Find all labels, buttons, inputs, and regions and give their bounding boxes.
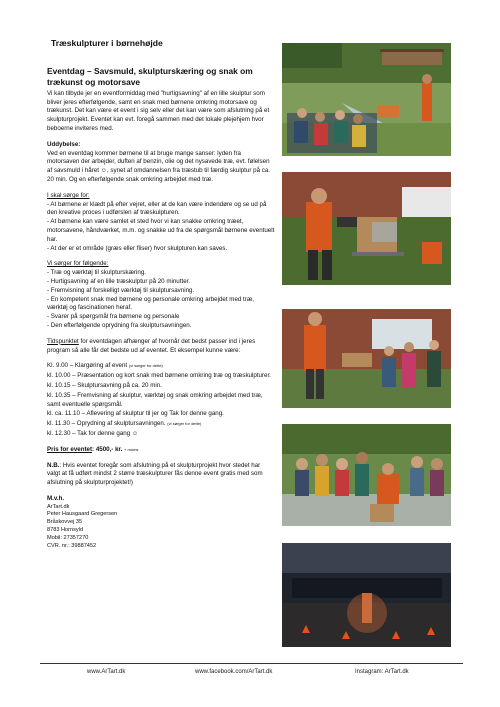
vi-sorger-label: Vi sørger for følgende: <box>47 260 109 268</box>
schedule-note: (vi sørger for dette) <box>167 421 202 427</box>
list-item: - En kompetent snak med børnene og personale omkring arbejdet med træ, værktøj og fascinationen heraf. <box>47 295 255 312</box>
nb-label: N.B. <box>47 461 60 469</box>
tidspunkt-paragraph <box>47 338 275 356</box>
skal-sorge-section <box>47 192 275 254</box>
event-heading: Eventdag – Savsmuld, skulpturskæring og snak om trækunst og motorsave <box>47 66 253 87</box>
photo-children-watching <box>282 424 451 526</box>
photo-chainsaw-carver <box>282 172 451 285</box>
signoff-block <box>47 495 275 551</box>
photo-evening-event <box>282 543 451 647</box>
text-column <box>47 66 275 551</box>
list-item: - At der er et område (græs eller fliser) hvor skulpturen kan saves. <box>47 244 228 252</box>
skal-sorge-label: I skal sørge for: <box>47 191 90 199</box>
signoff-line: Peter Hausgaard Gregersen <box>47 511 118 518</box>
schedule-item: kl. 10.15 – Skulptursavning på ca. 20 min. <box>47 381 162 389</box>
uddybelse-label: Uddybelse: <box>47 140 81 148</box>
footer-instagram-link[interactable]: Instagram: ArTart.dk <box>355 669 409 675</box>
list-item: - Træ og værktøj til skulpturskæring. <box>47 269 147 277</box>
schedule-item: kl. 12.30 – Tak for denne gang ☺ <box>47 429 139 437</box>
schedule-item: kl. ca. 11.10 – Aflevering af skulptur til jer og Tak for denne gang. <box>47 410 224 418</box>
price-note: + moms <box>124 446 139 452</box>
photo-school-yard <box>282 309 451 408</box>
list-item: - Fremvisning af forskelligt værktøj til skulptursavning. <box>47 286 195 294</box>
footer-website-link[interactable]: www.ArTart.dk <box>87 669 126 675</box>
schedule-text: Kl. 9.00 – Klargøring af event <box>47 362 128 370</box>
signoff-line: Bråskovvej 35 <box>47 519 83 526</box>
signoff-line: 8783 Hornsyld <box>47 527 84 534</box>
schedule-item: kl. 10.35 – Fremvisning af skulptur, værktøj og snak omkring arbejdet med træ, samt eventuelle spørgsmål. <box>47 391 263 408</box>
signoff-line: Mobil: 27357270 <box>47 534 89 541</box>
nb-text: : Hvis eventet foregår som afslutning på et skulpturprojekt hvor stedet har valgt at få udført mindst 2 større træskulpturer fås denne event gratis med som afslutning på skulpturprojektet!) <box>47 461 263 487</box>
photo-event-audience <box>282 43 451 156</box>
tidspunkt-text: for eventdagen afhænger af hvornår det bedst passer ind i jeres program så alle får det bedste ud af eventet. Et eksempel kunne være: <box>47 337 256 354</box>
schedule-note: (vi sørger for dette) <box>128 363 163 369</box>
schedule-item: kl. 10.00 – Præsentation og kort snak med børnene omkring træ og træskulpturer. <box>47 372 271 380</box>
list-item: - Hurtigsavning af en lille træskulptur på 20 minutter. <box>47 277 191 285</box>
schedule-list <box>47 362 275 438</box>
page-title: Træskulpturer i børnehøjde <box>51 38 163 48</box>
price-label: Pris for eventet <box>47 445 93 453</box>
signoff-label: M.v.h. <box>47 494 65 502</box>
price-value: : 4500,- kr. <box>92 445 123 453</box>
vi-sorger-section <box>47 260 275 330</box>
uddybelse-text: Ved en eventdag kommer børnene til at bruge mange sanser: lyden fra motorsaven der arbejder, duften af benzin, olie og det nysavede træ, evt. følelsen af savsmuld i håret ☺, synet af omdannelsen fra træstub til færdig skulptur på ca. 20 min. Og en efterfølgende snak omkring arbejdet med træ. <box>47 149 270 184</box>
nb-paragraph <box>47 462 275 488</box>
list-item: - At børnene kan være samlet et sted hvor vi kan snakke omkring træet, motorsavene, håndværket, m.m. og snakke ud fra de spørgsmål børnene eventuelt har. <box>47 218 275 243</box>
price-line <box>47 446 275 455</box>
list-item: - Den efterfølgende oprydning fra skulptursavningen. <box>47 321 192 329</box>
intro-paragraph: Vi kan tilbyde jer en eventformiddag med "hurtigsavning" af en lille skulptur som bliver jeres efterfølgende, samt en snak med børnene omkring motorsave og trækunst. Det kan være et event i sig selv eller det kan være som afslutning på et skulpturprojekt. Eventet kan evt. foregå sammen med det lokale plejehjem hvor beboerne inviteres med. <box>47 89 270 133</box>
tidspunkt-label: Tidspunktet <box>47 337 79 345</box>
uddybelse-section <box>47 141 275 185</box>
footer-facebook-link[interactable]: www.facebook.com/ArTart.dk <box>195 669 273 675</box>
signoff-line: ArTart.dk <box>47 503 70 510</box>
list-item: - Svarer på spørgsmål fra børnene og personale <box>47 313 180 321</box>
signoff-line: CVR. nr.: 39887452 <box>47 542 97 549</box>
list-item: - At børnene er klædt på efter vejret, eller at de kan være indendøre og se ud på den kreative proces i udførslen af træskulpturen. <box>47 200 267 217</box>
footer-divider <box>40 663 463 664</box>
schedule-item <box>47 420 275 429</box>
schedule-item <box>47 362 275 371</box>
schedule-text: kl. 11.30 – Oprydning af skulptursavningen. <box>47 420 166 428</box>
